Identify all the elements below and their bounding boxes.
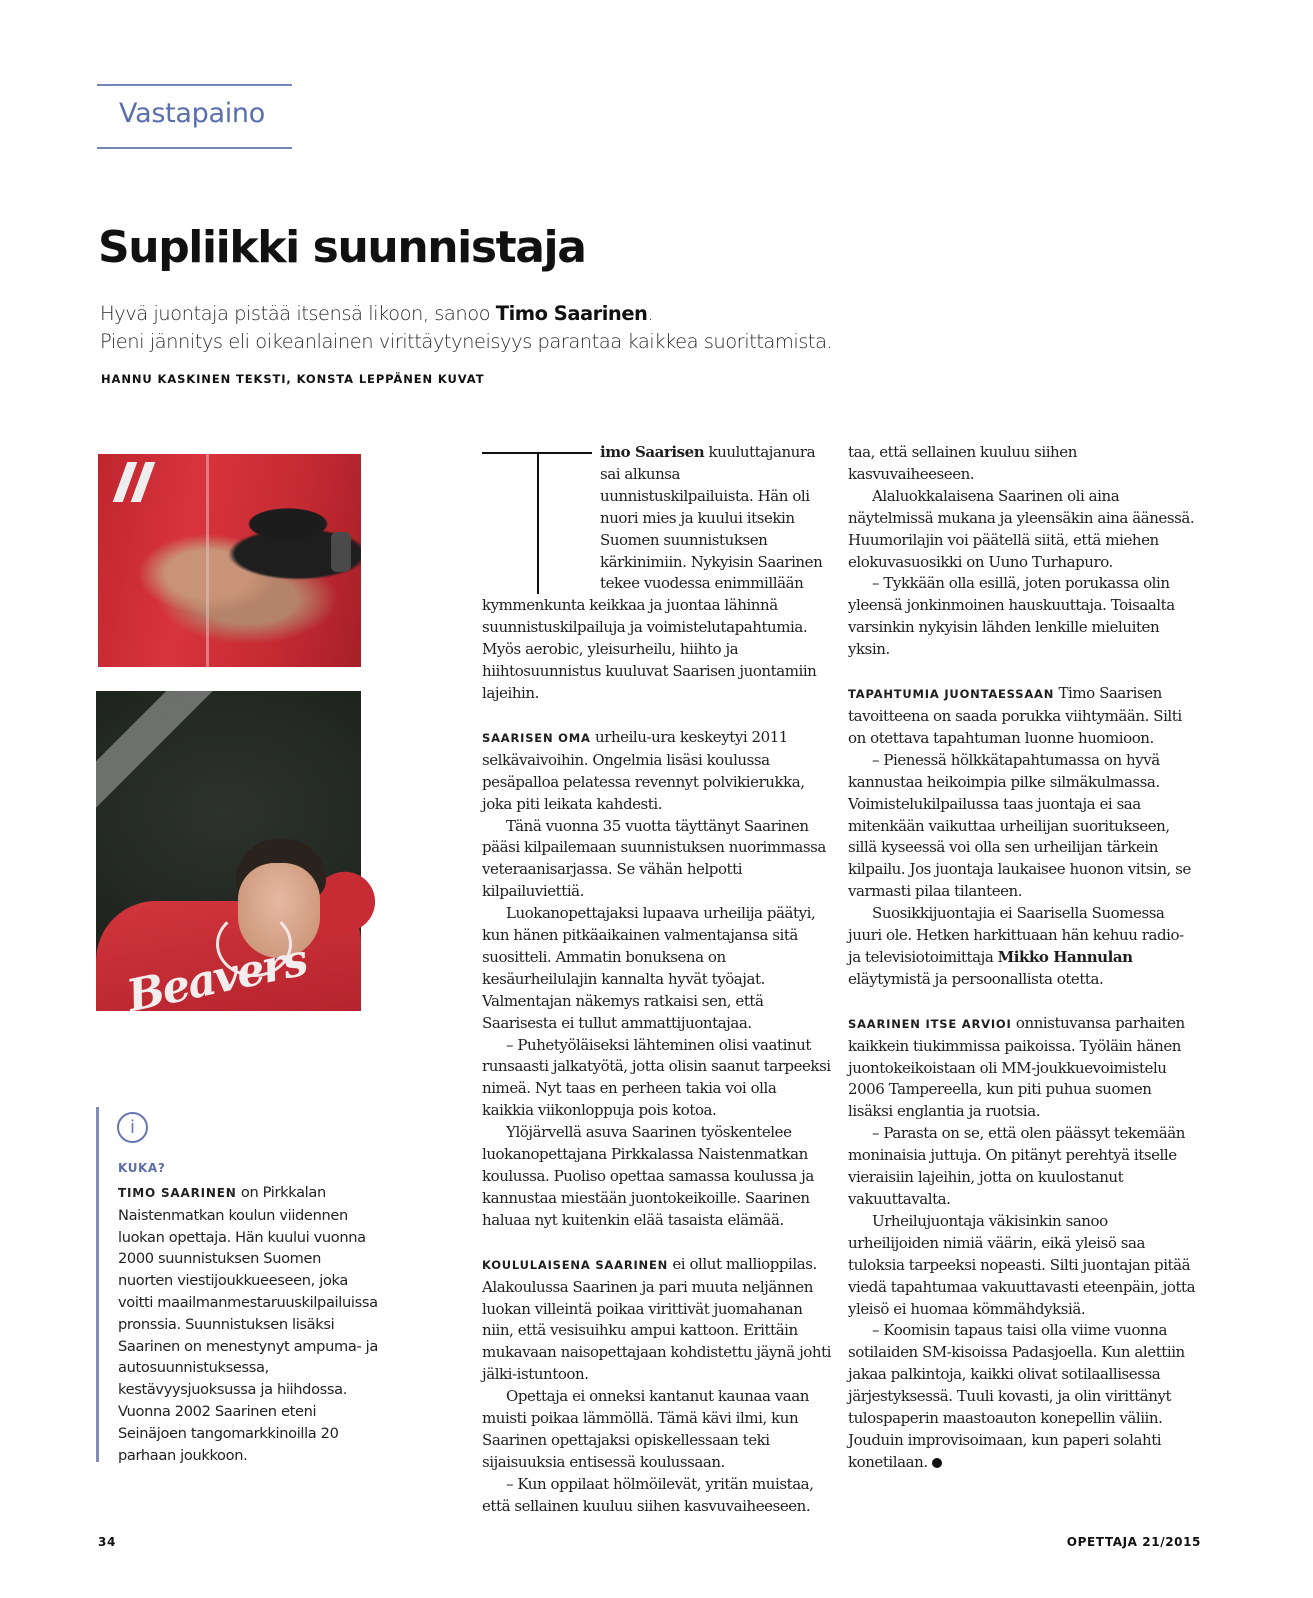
- infobox-rule: [96, 1107, 99, 1462]
- section-label: Vastapaino: [119, 98, 265, 129]
- paragraph: Tänä vuonna 35 vuotta täyttänyt Saarinen pääsi kilpailemaan suunnistuksen nuorimmassa veteraanisarjassa. Se vähän helpotti kilpailuviettiä.: [482, 816, 826, 901]
- subsection-lead: TAPAHTUMIA JUONTAESSAAN: [848, 687, 1055, 702]
- publication-issue: OPETTAJA 21/2015: [1066, 1535, 1201, 1549]
- paragraph-text: eläytymistä ja persoonallista otetta.: [848, 969, 1104, 988]
- article-lede: [100, 300, 1100, 356]
- dropcap-space: [482, 442, 592, 594]
- paragraph: – Tykkään olla esillä, joten porukassa olin yleensä jonkinmoinen hauskuuttaja. Toisaalta varsinkin nykyisin lähden lenkille mieluiten yksin.: [848, 574, 1175, 659]
- page-number: 34: [98, 1535, 116, 1549]
- end-of-article-bullet-icon: [932, 1458, 942, 1468]
- wristwatch: [331, 532, 351, 572]
- info-icon: i: [117, 1112, 148, 1143]
- paragraph: [848, 903, 1198, 991]
- person-name: Mikko Hannulan: [997, 947, 1133, 966]
- paragraph: Ylöjärvellä asuva Saarinen työskentelee luokanopettajana Pirkkalassa Naistenmatkan koulussa. Puoliso opettaa samassa koulussa ja kannustaa miestään juontokeikoille. Saarinen haluaa nyt kuitenkin elää tasaista elämää.: [482, 1123, 814, 1229]
- paragraph: [482, 442, 832, 705]
- paragraph: [482, 1254, 832, 1386]
- paragraph: [848, 1013, 1198, 1124]
- subsection-lead: SAARISEN OMA: [482, 730, 591, 745]
- paragraph: – Pienessä hölkkätapahtumassa on hyvä kannustaa heikoimpia pilke silmäkulmassa. Voimistelukilpailussa taas juontaja ei saa mitenkään vaikuttaa urheilijan suoritukseen, sillä kyseessä voi olla sen urheilijan tärkein kilpailu. Jos juontaja laukaisee huonon vitsin, se varmasti pilaa tilanteen.: [848, 750, 1191, 901]
- infobox-heading: KUKA?: [118, 1161, 166, 1175]
- paragraph-text: kuuluttajanura sai alkunsa uunnistuskilpailuista. Hän oli nuori mies ja kuului itsekin Suomen suunnistuksen kärkinimiin. Nykyisin Saarinen tekee vuodessa enimmillään kymmenkunta keikkaa ja juontaa lähinnä suunnistuskilpailuja ja voimistelutapahtumia. Myös aerobic, yleisurheilu, hiihto ja hiihtosuunnistus kuuluvat Saarisen juontamiin lajeihin.: [482, 443, 823, 702]
- paragraph: Alaluokkalaisena Saarinen oli aina näytelmissä mukana ja yleensäkin aina äänessä. Huumorilajin voi päätellä siitä, että miehen elokuvasuosikki on Uuno Turhapuro.: [848, 486, 1195, 571]
- lede-punctuation: .: [647, 302, 654, 325]
- paragraph-text: onnistuvansa parhaiten kaikkein tiukimmissa paikoissa. Työläin hänen juontokeikoistaan oli MM-joukkuevoimistelu 2006 Tampereella, kun piti puhua suomen lisäksi englantia ja ruotsia.: [848, 1013, 1185, 1121]
- section-rule-top: [97, 84, 292, 86]
- paragraph-text: – Koomisin tapaus taisi olla viime vuonna sotilaiden SM-kisoissa Padasjoella. Kun alettiin jakaa palkintoja, kaikki olivat sotilaallisessa järjestyksessä. Tuuli kovasti, ja olin virittänyt tulospaperin maastoauton konepellin väliin. Jouduin improvisoimaan, kun paperi solahti konetilaan.: [848, 1321, 1185, 1471]
- paragraph-text: Suosikkijuontajia ei Saarisella Suomessa juuri ole. Hetken harkittuaan hän kehuu radio- ja televisiotoimittaja: [848, 904, 1184, 966]
- subsection-lead: SAARINEN ITSE ARVIOI: [848, 1016, 1012, 1031]
- paragraph-text: urheilu-ura keskeytyi 2011 selkävaivoihin. Ongelmia lisäsi koulussa pesäpalloa pelatessa revennyt polvikierukka, joka piti leikata kahdesti.: [482, 727, 805, 813]
- photo-hands-microphone: [98, 454, 361, 667]
- paragraph: [848, 683, 1198, 750]
- paragraph: [482, 1474, 832, 1515]
- infobox-body: [118, 1182, 380, 1466]
- lede-line-1: [100, 300, 1100, 328]
- paragraph: – Parasta on se, että olen päässyt tekemään moninaisia juttuja. On pitänyt perehtyä itselle vieraisiin lajeihin, jotta on kuulostanut vakuuttavalta.: [848, 1124, 1185, 1208]
- hoodie-logo: Beavers: [122, 934, 311, 1023]
- article-column-1: [482, 442, 832, 1515]
- dropcap-continuation: imo Saarisen: [600, 443, 705, 461]
- infobox-text: on Pirkkalan Naistenmatkan koulun viidennen luokan opettaja. Hän kuului vuonna 2000 suunnistuksen Suomen nuorten viestijoukkueeseen, joka voitti maailmanmestaruuskilpailuissa pronssia. Suunnistuksen lisäksi Saarinen on menestynyt ampuma- ja autosuunnistuksessa, kestävyysjuoksussa ja hiihdossa. Vuonna 2002 Saarinen eteni Seinäjoen tangomarkkinoilla 20 parhaan joukkoon.: [118, 1184, 378, 1464]
- paragraph-text: Timo Saarisen tavoitteena on saada porukka viihtymään. Silti on otettava tapahtuman luonne huomioon.: [848, 684, 1182, 747]
- paragraph: Luokanopettajaksi lupaava urheilija päätyi, kun hänen pitkäaikainen valmentajansa sitä suositteli. Ammatin bonuksena on kesäurheilulajin kannalta hyvät työajat. Valmentajan näkemys ratkaisi sen, että Saarisesta ei tullut ammattijuontajaa.: [482, 904, 816, 1032]
- paragraph: [848, 1320, 1198, 1473]
- paragraph: [482, 727, 832, 816]
- paragraph: Opettaja ei onneksi kantanut kaunaa vaan muisti poikaa lämmöllä. Tämä kävi ilmi, kun Saarinen opettajaksi opiskellessaan teki sijaisuuksia entisessä koulussaan.: [482, 1387, 809, 1471]
- article-headline: Supliikki suunnistaja: [98, 222, 586, 273]
- article-column-2: [848, 442, 1198, 1474]
- paragraph-text: ei ollut mallioppilas. Alakoulussa Saarinen ja pari muuta neljännen luokan villeintä poikaa virittivät juomahanan niin, että vesisuihku ampui kattoon. Erittäin mukavaan naisopettajaan kohdistettu jäynä johti jälki-istuntoon.: [482, 1254, 832, 1384]
- paragraph-text: – Kun oppilaat hölmöilevät, yritän muistaa, että sellainen kuuluu siihen kasvuvaiheeseen.: [482, 1474, 814, 1515]
- lede-person-name: Timo Saarinen: [495, 302, 648, 325]
- photo-man-lying-on-grass: [96, 691, 361, 1023]
- lede-line-2: Pieni jännitys eli oikeanlainen virittäytyneisyys parantaa kaikkea suorittamista.: [100, 330, 833, 353]
- section-rule-bottom: [97, 147, 292, 149]
- subsection-lead: KOULULAISENA SAARINEN: [482, 1257, 669, 1272]
- lede-text: Hyvä juontaja pistää itsensä likoon, sanoo: [100, 302, 496, 325]
- infobox-lead: TIMO SAARINEN: [118, 1186, 237, 1200]
- paragraph: – Puhetyöläiseksi lähteminen olisi vaatinut runsaasti jalkatyötä, jotta olisin saanut tarpeeksi nimeä. Nyt taas en perheen takia voi olla kaikkia viikonloppuja pois kotoa.: [482, 1035, 831, 1120]
- byline: HANNU KASKINEN TEKSTI, KONSTA LEPPÄNEN KUVAT: [101, 372, 485, 386]
- jacket-zipper: [206, 454, 209, 667]
- paragraph: Urheilujuontaja väkisinkin sanoo urheilijoiden nimiä väärin, eikä yleisö saa tuloksia tarpeeksi nopeasti. Silti juontajan pitää viedä tapahtumaa vakuuttavasti eteenpäin, jotta yleisö ei huomaa kömmähdyksiä.: [848, 1211, 1196, 1318]
- paragraph-continued: taa, että sellainen kuuluu siihen kasvuvaiheeseen.: [848, 443, 1077, 483]
